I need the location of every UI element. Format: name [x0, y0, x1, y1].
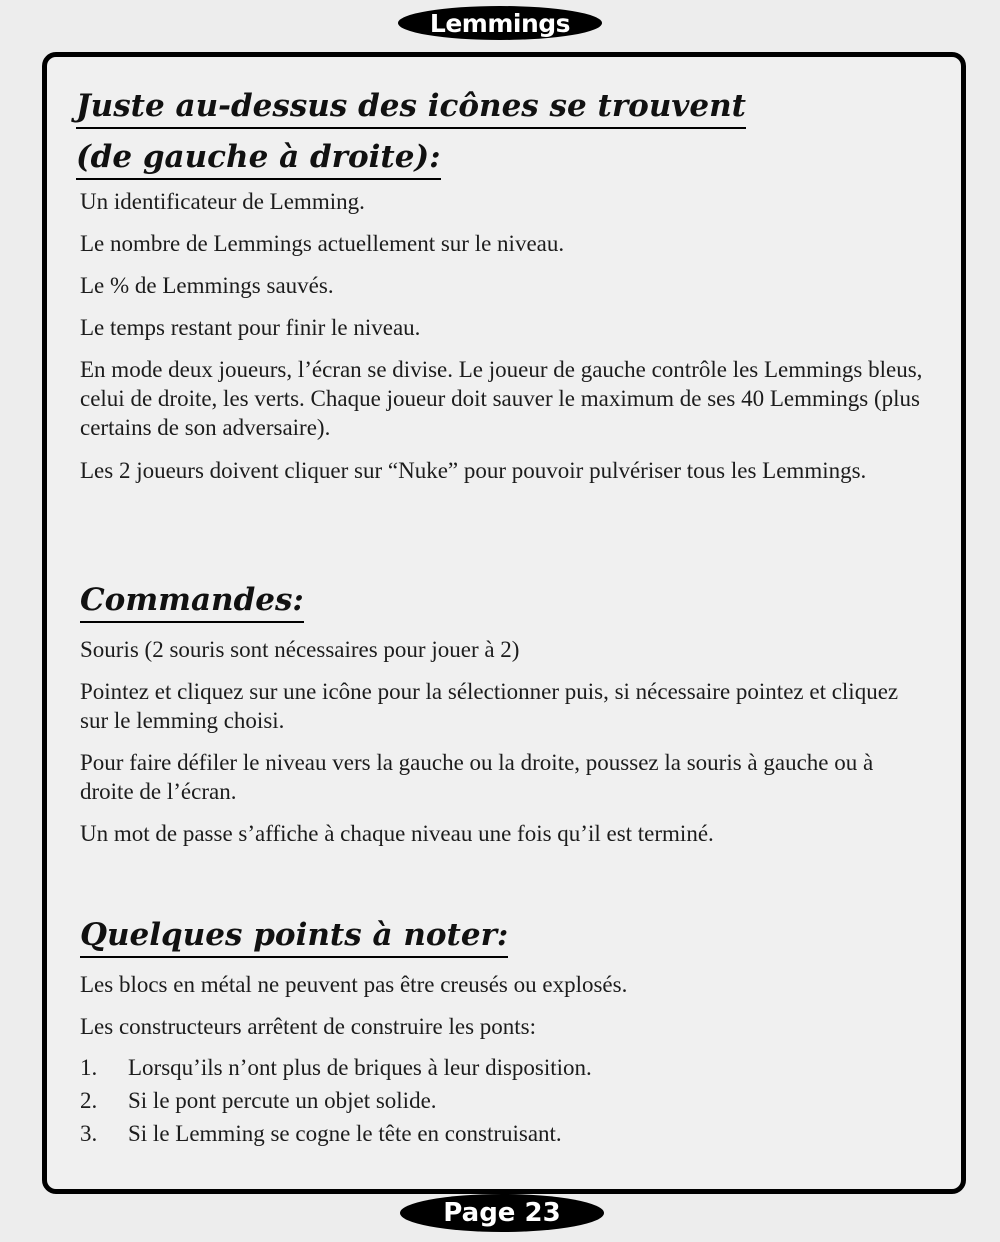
- list-item-text: Lorsqu’ils n’ont plus de briques à leur disposition.: [128, 1055, 592, 1080]
- header-title: Lemmings: [429, 8, 571, 38]
- section1-heading-line1: Juste au-dessus des icônes se trouvent: [76, 86, 746, 129]
- section2-paragraph: Souris (2 souris sont nécessaires pour jouer à 2): [80, 637, 520, 662]
- page-number: Page 23: [443, 1198, 561, 1228]
- list-item: [80, 1119, 562, 1148]
- list-item-text: Si le pont percute un objet solide.: [128, 1088, 437, 1113]
- section1-paragraph: Le nombre de Lemmings actuellement sur le niveau.: [80, 231, 565, 256]
- page-number-badge: [400, 1194, 604, 1232]
- section3-paragraph: Les blocs en métal ne peuvent pas être creusés ou explosés.: [80, 972, 628, 997]
- section1-paragraph: En mode deux joueurs, l’écran se divise. Le joueur de gauche contrôle les Lemmings bleus, celui de droite, les verts. Chaque joueur doit sauver le maximum de ses 40 Lemmings (plus certains de son adversaire).: [80, 357, 923, 440]
- section2-heading: Commandes:: [80, 580, 304, 623]
- section2-paragraph: Pour faire défiler le niveau vers la gauche ou la droite, poussez la souris à gauche ou à droite de l’écran.: [80, 750, 874, 804]
- list-item-number: 1.: [80, 1055, 98, 1080]
- header-title-badge: [398, 6, 602, 40]
- section1-paragraph: Le % de Lemmings sauvés.: [80, 273, 334, 298]
- list-item: [80, 1053, 592, 1082]
- list-item-number: 2.: [80, 1088, 98, 1113]
- section2-paragraph: Pointez et cliquez sur une icône pour la sélectionner puis, si nécessaire pointez et cliquez sur le lemming choisi.: [80, 679, 899, 733]
- section1-paragraph: Un identificateur de Lemming.: [80, 189, 365, 214]
- section1-paragraph: Le temps restant pour finir le niveau.: [80, 315, 421, 340]
- section1-heading-line2: (de gauche à droite):: [76, 137, 441, 180]
- list-item-text: Si le Lemming se cogne le tête en construisant.: [128, 1121, 562, 1146]
- section2-paragraph: Un mot de passe s’affiche à chaque niveau une fois qu’il est terminé.: [80, 821, 714, 846]
- section3-heading: Quelques points à noter:: [80, 915, 508, 958]
- section1-paragraph: Les 2 joueurs doivent cliquer sur “Nuke” pour pouvoir pulvériser tous les Lemmings.: [80, 458, 867, 483]
- section3-paragraph: Les constructeurs arrêtent de construire les ponts:: [80, 1014, 537, 1039]
- list-item-number: 3.: [80, 1121, 98, 1146]
- list-item: [80, 1086, 437, 1115]
